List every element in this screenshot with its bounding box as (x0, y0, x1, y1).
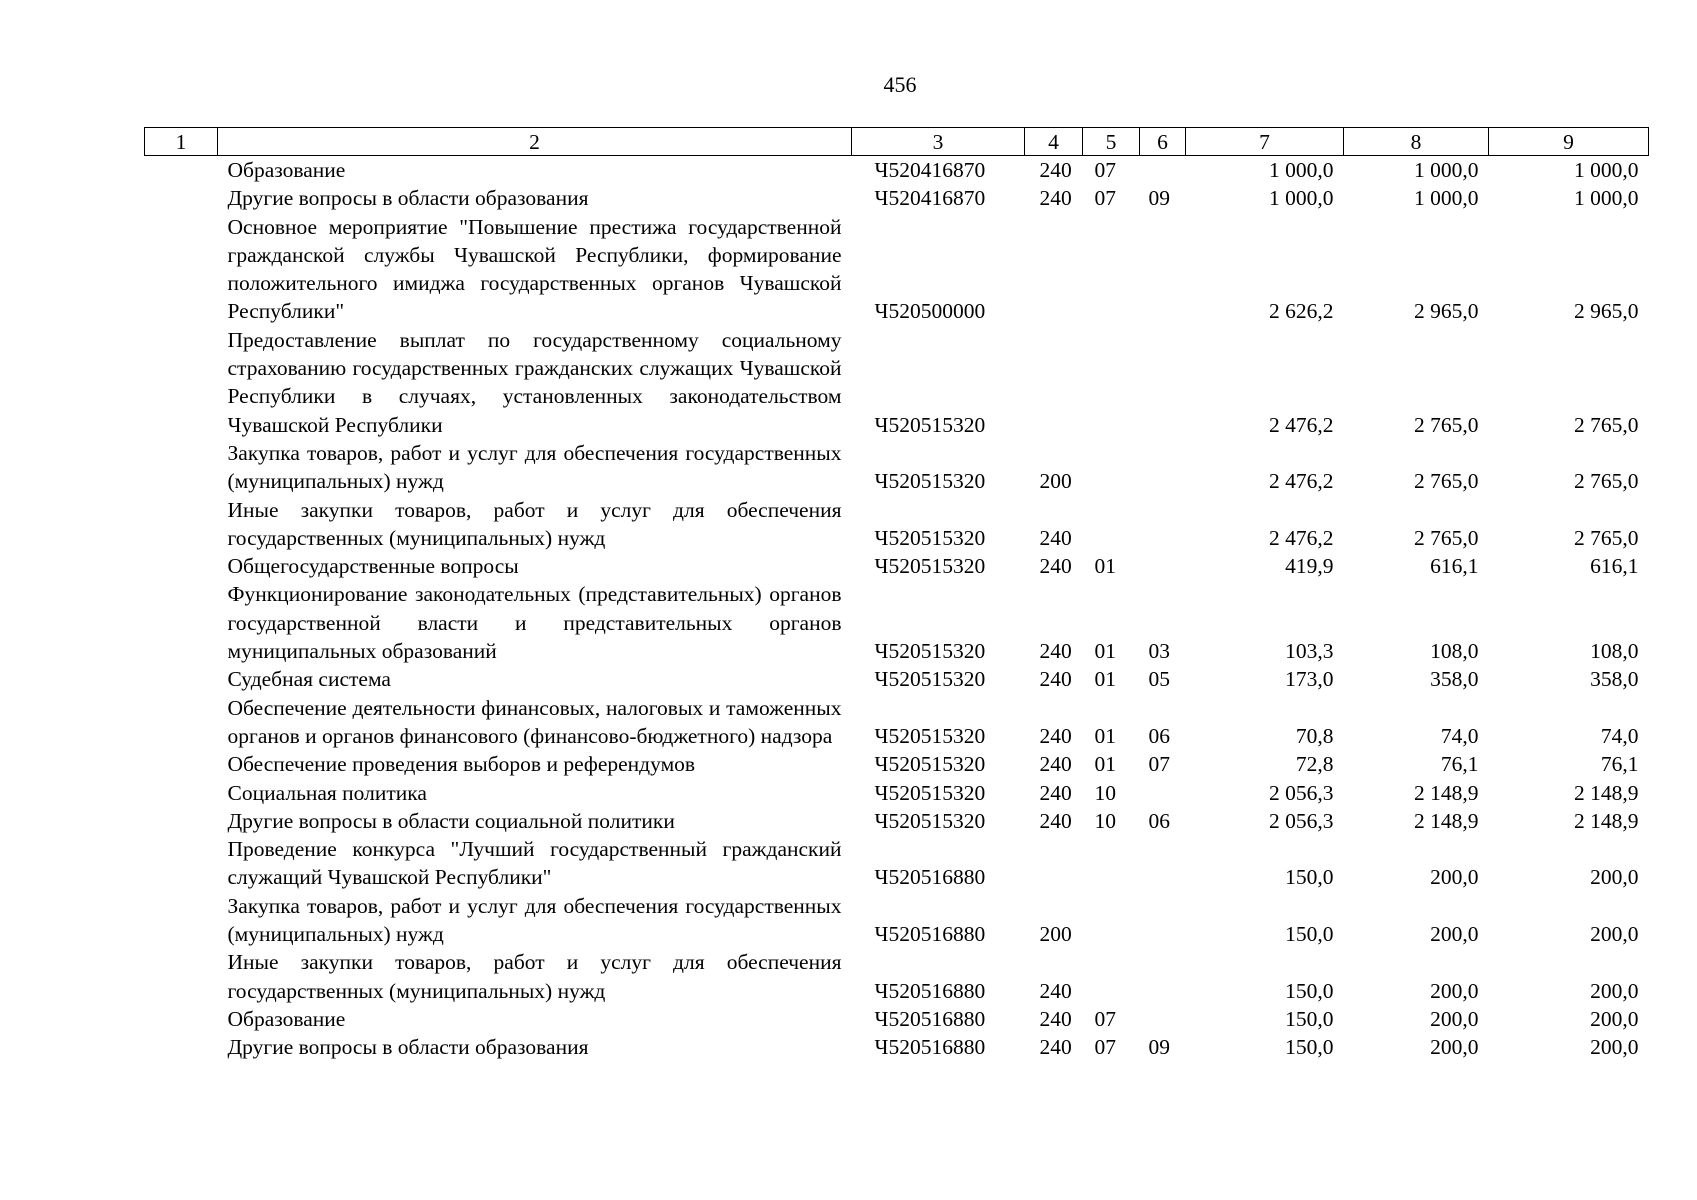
table-row (145, 1005, 1649, 1033)
cell-section (1083, 948, 1140, 1005)
cell-value-col8: 2 965,0 (1414, 299, 1479, 324)
header-cell-6: 6 (1140, 128, 1186, 156)
header-cell-2: 2 (218, 128, 852, 156)
cell-name: Закупка товаров, работ и услуг для обеспечения государственных (муниципальных) нужд (227, 893, 842, 947)
cell-section (1083, 892, 1140, 949)
cell-subsection: 06 (1148, 723, 1170, 748)
cell-value-col9: 2 765,0 (1574, 412, 1639, 437)
table-row (145, 892, 1649, 949)
cell-expense-type: 240 (1039, 752, 1072, 777)
cell-value-col8: 2 765,0 (1414, 412, 1479, 437)
cell-target-code: Ч520516880 (874, 978, 986, 1003)
cell-number (145, 1033, 218, 1061)
cell-section: 07 (1094, 1006, 1116, 1031)
cell-value-col8: 76,1 (1440, 752, 1479, 777)
cell-number (145, 948, 218, 1005)
cell-target-code: Ч520515320 (874, 639, 986, 664)
cell-section: 07 (1094, 158, 1116, 182)
cell-expense-type: 240 (1039, 1006, 1072, 1031)
cell-name: Основное мероприятие "Повышение престижа государственной гражданской службы Чувашской Республики, формирование положительного имиджа государственных органов Чувашской Республики" (227, 214, 842, 324)
cell-value-col7: 70,8 (1295, 723, 1334, 748)
cell-value-col8: 200,0 (1430, 922, 1479, 947)
cell-value-col7: 2 626,2 (1269, 299, 1334, 324)
cell-subsection (1140, 439, 1186, 496)
cell-number (145, 326, 218, 439)
cell-number (145, 694, 218, 751)
cell-number (145, 184, 218, 212)
table-row (145, 835, 1649, 892)
cell-section: 01 (1094, 554, 1116, 579)
cell-section (1083, 835, 1140, 892)
cell-value-col9: 1 000,0 (1574, 186, 1639, 211)
cell-value-col8: 200,0 (1430, 978, 1479, 1003)
cell-value-col9: 2 765,0 (1574, 525, 1639, 550)
cell-name: Образование (227, 158, 346, 182)
cell-value-col7: 2 476,2 (1269, 412, 1334, 437)
cell-expense-type (1025, 835, 1083, 892)
cell-name: Другие вопросы в области образования (227, 186, 589, 211)
cell-value-col8: 2 148,9 (1414, 780, 1479, 805)
cell-target-code: Ч520416870 (874, 186, 986, 211)
cell-target-code: Ч520515320 (874, 808, 986, 833)
cell-target-code: Ч520500000 (874, 299, 986, 324)
cell-name: Другие вопросы в области социальной политики (227, 808, 675, 833)
cell-name: Социальная политика (227, 780, 427, 805)
table-row (145, 552, 1649, 580)
cell-value-col7: 419,9 (1285, 554, 1334, 579)
cell-section: 07 (1094, 1035, 1116, 1060)
cell-section: 01 (1094, 639, 1116, 664)
cell-value-col9: 616,1 (1590, 554, 1639, 579)
header-cell-3: 3 (852, 128, 1025, 156)
cell-value-col7: 2 056,3 (1269, 808, 1334, 833)
table-row (145, 184, 1649, 212)
cell-name: Другие вопросы в области образования (227, 1035, 589, 1060)
cell-value-col7: 103,3 (1285, 639, 1334, 664)
cell-subsection (1140, 892, 1186, 949)
cell-expense-type: 240 (1039, 978, 1072, 1003)
budget-table (144, 127, 1649, 1062)
cell-section: 01 (1094, 752, 1116, 777)
cell-value-col9: 2 965,0 (1574, 299, 1639, 324)
cell-subsection (1140, 779, 1186, 807)
header-cell-7: 7 (1186, 128, 1344, 156)
cell-subsection (1140, 835, 1186, 892)
cell-expense-type: 240 (1039, 158, 1072, 182)
cell-number (145, 779, 218, 807)
cell-expense-type: 200 (1039, 922, 1072, 947)
cell-expense-type: 200 (1039, 469, 1072, 494)
cell-subsection (1140, 948, 1186, 1005)
cell-section (1083, 213, 1140, 326)
cell-target-code: Ч520516880 (874, 1006, 986, 1031)
cell-value-col8: 74,0 (1440, 723, 1479, 748)
cell-value-col7: 150,0 (1285, 922, 1334, 947)
cell-number (145, 156, 218, 185)
table-row (145, 156, 1649, 185)
cell-value-col7: 150,0 (1285, 865, 1334, 890)
page-number: 456 (883, 72, 917, 97)
cell-target-code: Ч520516880 (874, 1035, 986, 1060)
cell-value-col9: 108,0 (1590, 639, 1639, 664)
cell-value-col9: 200,0 (1590, 922, 1639, 947)
cell-value-col9: 2 148,9 (1574, 808, 1639, 833)
table-row (145, 496, 1649, 553)
cell-target-code: Ч520515320 (874, 554, 986, 579)
cell-subsection (1140, 326, 1186, 439)
cell-value-col8: 616,1 (1430, 554, 1479, 579)
table-header (145, 128, 1649, 156)
cell-section: 01 (1094, 723, 1116, 748)
header-cell-9: 9 (1489, 128, 1649, 156)
cell-number (145, 892, 218, 949)
cell-expense-type: 240 (1039, 723, 1072, 748)
cell-target-code: Ч520515320 (874, 752, 986, 777)
cell-value-col8: 200,0 (1430, 1035, 1479, 1060)
table-row (145, 439, 1649, 496)
cell-number (145, 213, 218, 326)
cell-number (145, 439, 218, 496)
cell-name: Общегосударственные вопросы (227, 554, 519, 579)
cell-value-col9: 200,0 (1590, 1035, 1639, 1060)
cell-value-col8: 2 148,9 (1414, 808, 1479, 833)
cell-value-col7: 150,0 (1285, 1006, 1334, 1031)
cell-expense-type: 240 (1039, 780, 1072, 805)
cell-expense-type: 240 (1039, 525, 1072, 550)
cell-section (1083, 496, 1140, 553)
table-row (145, 948, 1649, 1005)
cell-name: Функционирование законодательных (представительных) органов государственной власти и представительных органов муниципальных образований (227, 582, 842, 664)
cell-subsection: 09 (1148, 1035, 1170, 1060)
cell-value-col8: 108,0 (1430, 639, 1479, 664)
cell-value-col9: 358,0 (1590, 667, 1639, 692)
cell-number (145, 552, 218, 580)
header-cell-1: 1 (145, 128, 218, 156)
cell-value-col8: 2 765,0 (1414, 525, 1479, 550)
cell-section: 07 (1094, 186, 1116, 211)
cell-expense-type: 240 (1039, 639, 1072, 664)
cell-expense-type: 240 (1039, 667, 1072, 692)
cell-subsection: 09 (1148, 186, 1170, 211)
cell-name: Судебная система (227, 667, 391, 692)
cell-target-code: Ч520515320 (874, 469, 986, 494)
cell-section (1083, 439, 1140, 496)
cell-section (1083, 326, 1140, 439)
cell-target-code: Ч520515320 (874, 780, 986, 805)
cell-value-col9: 2 148,9 (1574, 780, 1639, 805)
cell-number (145, 496, 218, 553)
cell-subsection: 05 (1148, 667, 1170, 692)
cell-value-col7: 150,0 (1285, 1035, 1334, 1060)
cell-value-col9: 2 765,0 (1574, 469, 1639, 494)
table-body (145, 156, 1649, 1062)
table-row (145, 750, 1649, 778)
table-row (145, 665, 1649, 693)
header-cell-4: 4 (1025, 128, 1083, 156)
cell-number (145, 1005, 218, 1033)
header-cell-8: 8 (1344, 128, 1489, 156)
cell-name: Иные закупки товаров, работ и услуг для обеспечения государственных (муниципальных) нужд (227, 950, 842, 1003)
cell-target-code: Ч520515320 (874, 723, 986, 748)
table-row (145, 807, 1649, 835)
cell-value-col7: 150,0 (1285, 978, 1334, 1003)
table-row (145, 326, 1649, 439)
cell-subsection (1140, 496, 1186, 553)
table-row (145, 694, 1649, 751)
cell-value-col8: 200,0 (1430, 865, 1479, 890)
cell-value-col7: 2 476,2 (1269, 469, 1334, 494)
cell-value-col8: 358,0 (1430, 667, 1479, 692)
cell-expense-type: 240 (1039, 554, 1072, 579)
cell-name: Проведение конкурса "Лучший государственный гражданский служащий Чувашской Республики" (227, 837, 842, 890)
cell-expense-type: 240 (1039, 1035, 1072, 1060)
cell-target-code: Ч520515320 (874, 667, 986, 692)
cell-target-code: Ч520515320 (874, 525, 986, 550)
cell-name: Обеспечение проведения выборов и референдумов (227, 752, 696, 777)
cell-number (145, 807, 218, 835)
cell-value-col7: 173,0 (1285, 667, 1334, 692)
cell-value-col7: 2 056,3 (1269, 780, 1334, 805)
table-row (145, 1033, 1649, 1061)
cell-value-col7: 72,8 (1295, 752, 1334, 777)
cell-number (145, 835, 218, 892)
cell-value-col7: 1 000,0 (1269, 158, 1334, 182)
cell-name: Обеспечение деятельности финансовых, налоговых и таможенных органов и органов финансового (финансово-бюджетного) надзора (227, 695, 842, 748)
header-row (145, 128, 1649, 156)
cell-subsection (1140, 213, 1186, 326)
cell-value-col7: 1 000,0 (1269, 186, 1334, 211)
cell-name: Образование (227, 1006, 346, 1031)
cell-target-code: Ч520416870 (874, 158, 986, 182)
cell-subsection (1140, 156, 1186, 185)
cell-number (145, 750, 218, 778)
cell-target-code: Ч520515320 (874, 412, 986, 437)
cell-subsection (1140, 552, 1186, 580)
cell-expense-type: 240 (1039, 808, 1072, 833)
cell-name: Иные закупки товаров, работ и услуг для обеспечения государственных (муниципальных) нужд (227, 497, 842, 550)
cell-value-col9: 200,0 (1590, 978, 1639, 1003)
cell-number (145, 665, 218, 693)
cell-value-col9: 76,1 (1600, 752, 1639, 777)
cell-number (145, 580, 218, 665)
cell-section: 01 (1094, 667, 1116, 692)
cell-value-col8: 1 000,0 (1414, 158, 1479, 182)
table-row (145, 213, 1649, 326)
cell-value-col8: 2 765,0 (1414, 469, 1479, 494)
cell-subsection (1140, 1005, 1186, 1033)
cell-value-col7: 2 476,2 (1269, 525, 1334, 550)
cell-target-code: Ч520516880 (874, 865, 986, 890)
cell-subsection: 06 (1148, 808, 1170, 833)
cell-name: Закупка товаров, работ и услуг для обеспечения государственных (муниципальных) нужд (227, 440, 842, 494)
cell-value-col9: 74,0 (1600, 723, 1639, 748)
cell-subsection: 03 (1148, 639, 1170, 664)
cell-value-col9: 200,0 (1590, 1006, 1639, 1031)
cell-expense-type (1025, 326, 1083, 439)
header-cell-5: 5 (1083, 128, 1140, 156)
cell-value-col8: 200,0 (1430, 1006, 1479, 1031)
cell-expense-type (1025, 213, 1083, 326)
table-row (145, 779, 1649, 807)
cell-value-col9: 1 000,0 (1574, 158, 1639, 182)
cell-subsection: 07 (1148, 752, 1170, 777)
cell-name: Предоставление выплат по государственному социальному страхованию государственных гражданских служащих Чувашской Республики в случаях, установленных законодательством Чувашской Республики (227, 327, 842, 437)
cell-value-col9: 200,0 (1590, 865, 1639, 890)
cell-target-code: Ч520516880 (874, 922, 986, 947)
cell-section: 10 (1094, 780, 1116, 805)
cell-expense-type: 240 (1039, 186, 1072, 211)
cell-section: 10 (1094, 808, 1116, 833)
table-row (145, 580, 1649, 665)
cell-value-col8: 1 000,0 (1414, 186, 1479, 211)
